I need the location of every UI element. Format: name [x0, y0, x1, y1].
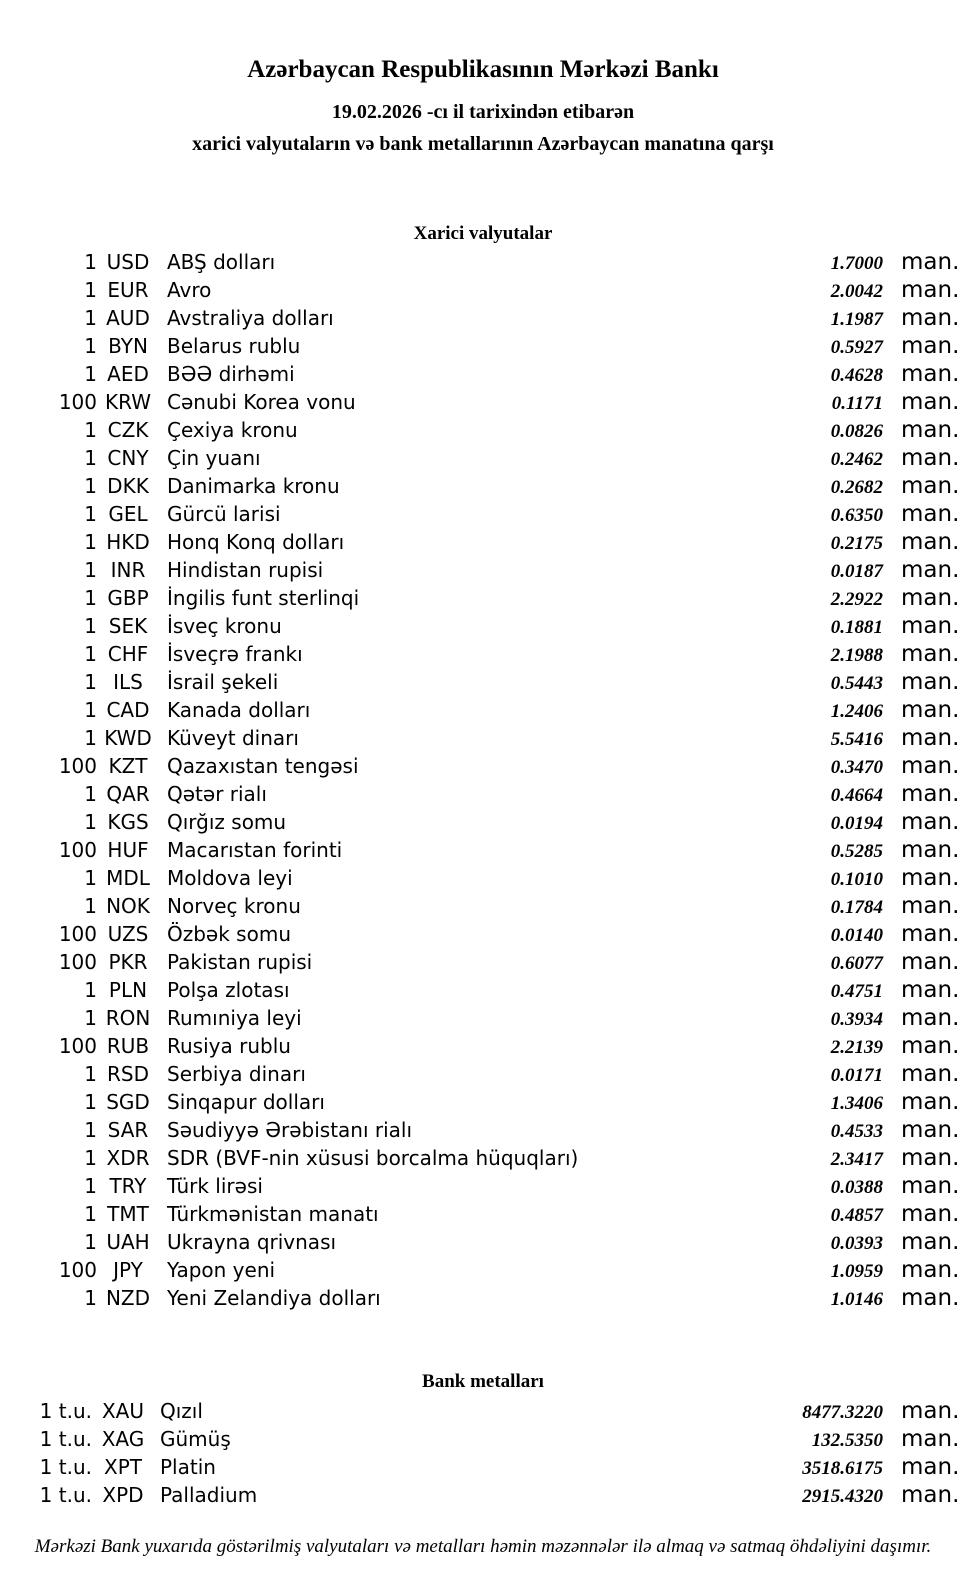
currency-row [0, 1173, 966, 1201]
currency-code: CAD [106, 698, 150, 722]
currency-name: Sinqapur dolları [167, 1090, 325, 1114]
currency-name: BƏƏ dirhəmi [167, 362, 295, 386]
currency-amount: 1 [84, 418, 97, 442]
currency-amount: 100 [58, 922, 97, 946]
currency-unit-label: man. [901, 1089, 960, 1115]
currency-unit-label: man. [901, 529, 960, 555]
currency-name: Rumıniya leyi [167, 1006, 302, 1030]
currency-amount: 1 [84, 1062, 97, 1086]
currency-unit-label: man. [901, 613, 960, 639]
currency-row [0, 641, 966, 669]
currency-amount: 100 [58, 838, 97, 862]
currency-rate: 0.6077 [830, 953, 883, 974]
currency-unit-label: man. [901, 669, 960, 695]
currency-rate: 0.3470 [830, 757, 883, 778]
currency-row [0, 585, 966, 613]
currency-row [0, 473, 966, 501]
metal-code: XAU [101, 1399, 145, 1423]
currency-unit-label: man. [901, 753, 960, 779]
currency-amount: 1 [84, 1202, 97, 1226]
currency-amount: 1 [84, 306, 97, 330]
currency-rate: 1.1987 [830, 309, 883, 330]
currency-amount: 1 [84, 1118, 97, 1142]
currency-unit-label: man. [901, 1173, 960, 1199]
metal-name: Qızıl [160, 1399, 203, 1423]
currency-row [0, 1257, 966, 1285]
currency-amount: 100 [58, 1034, 97, 1058]
currency-row [0, 361, 966, 389]
currency-code: UAH [106, 1230, 150, 1254]
currency-rate: 0.1010 [830, 869, 883, 890]
currency-name: Türk lirəsi [167, 1174, 263, 1198]
currency-unit-label: man. [901, 1033, 960, 1059]
currency-amount: 1 [84, 586, 97, 610]
currency-rate: 0.4533 [830, 1121, 883, 1142]
currency-rate: 5.5416 [830, 729, 883, 750]
currency-rate: 2.3417 [830, 1149, 883, 1170]
currency-rate: 0.4751 [830, 981, 883, 1002]
metal-unit-label: man. [901, 1454, 960, 1480]
currency-rate: 2.0042 [830, 281, 883, 302]
currency-name: Honq Konq dolları [167, 530, 345, 554]
currency-name: Türkmənistan manatı [167, 1202, 379, 1226]
currency-amount: 1 [84, 278, 97, 302]
currency-code: DKK [107, 474, 149, 498]
currency-name: Serbiya dinarı [167, 1062, 306, 1086]
currency-unit-label: man. [901, 725, 960, 751]
metal-row [0, 1454, 966, 1482]
currency-rate: 0.1881 [830, 617, 883, 638]
currency-code: PKR [108, 950, 148, 974]
currency-code: JPY [113, 1258, 143, 1282]
currency-rate: 1.3406 [830, 1093, 883, 1114]
currency-name: Belarus rublu [167, 334, 301, 358]
currency-code: EUR [107, 278, 149, 302]
currency-rate: 0.2682 [830, 477, 883, 498]
currency-unit-label: man. [901, 1285, 960, 1311]
currency-code: SEK [108, 614, 148, 638]
currency-code: XDR [106, 1146, 150, 1170]
currency-rate: 0.3934 [830, 1009, 883, 1030]
subject-line: xarici valyutaların və bank metallarının Azərbaycan manatına qarşı [192, 133, 774, 155]
currency-rate: 1.0959 [830, 1261, 883, 1282]
currency-rate: 0.0826 [830, 421, 883, 442]
currency-amount: 100 [58, 950, 97, 974]
currency-code: UZS [107, 922, 149, 946]
currency-rate: 1.7000 [830, 253, 883, 274]
currency-unit-label: man. [901, 809, 960, 835]
currency-code: KGS [107, 810, 149, 834]
metal-name: Gümüş [160, 1427, 231, 1451]
currency-unit-label: man. [901, 1229, 960, 1255]
currency-amount: 1 [84, 978, 97, 1002]
metal-amount: 1 t.u. [39, 1483, 92, 1507]
metal-name: Palladium [160, 1483, 258, 1507]
currency-rate: 0.0388 [830, 1177, 883, 1198]
currency-amount: 1 [84, 558, 97, 582]
currency-row [0, 837, 966, 865]
currency-code: ILS [113, 670, 143, 694]
currency-unit-label: man. [901, 445, 960, 471]
currency-row [0, 1033, 966, 1061]
disclaimer-note: Mərkəzi Bank yuxarıda göstərilmiş valyutaları və metalları həmin məzənnələr ilə almaq və satmaq öhdəliyini daşımır. [34, 1536, 932, 1557]
currency-amount: 100 [58, 390, 97, 414]
currency-name: SDR (BVF-nin xüsusi borcalma hüquqları) [167, 1146, 579, 1170]
currency-amount: 100 [58, 1258, 97, 1282]
currency-row [0, 753, 966, 781]
metal-row [0, 1482, 966, 1510]
currency-unit-label: man. [901, 473, 960, 499]
currency-rate: 0.4857 [830, 1205, 883, 1226]
currency-unit-label: man. [901, 921, 960, 947]
currency-code: RON [105, 1006, 151, 1030]
metal-code: XPT [104, 1455, 142, 1479]
currency-name: Özbək somu [167, 922, 291, 946]
currency-name: Macarıstan forinti [167, 838, 343, 862]
currency-code: USD [106, 250, 150, 274]
currency-unit-label: man. [901, 1145, 960, 1171]
currency-code: SGD [106, 1090, 150, 1114]
currency-row [0, 977, 966, 1005]
currency-name: İsrail şekeli [167, 670, 279, 694]
currency-name: Qətər rialı [167, 782, 267, 806]
currency-rate: 0.0140 [830, 925, 883, 946]
currency-code: NZD [105, 1286, 151, 1310]
currency-amount: 1 [84, 362, 97, 386]
currency-row [0, 417, 966, 445]
currency-row [0, 249, 966, 277]
metal-rate: 2915.4320 [802, 1486, 883, 1507]
currency-row [0, 389, 966, 417]
currency-row [0, 781, 966, 809]
currency-row [0, 893, 966, 921]
currency-rate: 1.0146 [830, 1289, 883, 1310]
currency-row [0, 613, 966, 641]
currency-unit-label: man. [901, 557, 960, 583]
currency-rate: 0.6350 [830, 505, 883, 526]
currency-row [0, 333, 966, 361]
currency-code: MDL [106, 866, 150, 890]
currency-amount: 1 [84, 866, 97, 890]
currency-row [0, 949, 966, 977]
metal-rate: 132.5350 [811, 1430, 883, 1451]
currency-name: Qırğız somu [167, 810, 287, 834]
currency-amount: 1 [84, 446, 97, 470]
currency-unit-label: man. [901, 389, 960, 415]
currency-unit-label: man. [901, 781, 960, 807]
currency-row [0, 809, 966, 837]
currency-code: NOK [106, 894, 150, 918]
page-title: Azərbaycan Respublikasının Mərkəzi Bankı [247, 56, 719, 83]
currency-row [0, 1089, 966, 1117]
currency-unit-label: man. [901, 949, 960, 975]
currency-code: HKD [106, 530, 150, 554]
metal-unit-label: man. [901, 1482, 960, 1508]
currency-amount: 1 [84, 1286, 97, 1310]
currency-unit-label: man. [901, 1061, 960, 1087]
metal-amount: 1 t.u. [39, 1455, 92, 1479]
currency-amount: 1 [84, 502, 97, 526]
currency-rate: 1.2406 [830, 701, 883, 722]
currency-amount: 1 [84, 894, 97, 918]
metal-code: XPD [102, 1483, 144, 1507]
currency-amount: 1 [84, 250, 97, 274]
metals-table [0, 1398, 966, 1510]
currency-amount: 1 [84, 1146, 97, 1170]
currency-code: RUB [106, 1034, 150, 1058]
currency-name: Yapon yeni [167, 1258, 276, 1282]
currency-unit-label: man. [901, 697, 960, 723]
currency-name: Rusiya rublu [167, 1034, 291, 1058]
currency-amount: 1 [84, 670, 97, 694]
currency-name: ABŞ dolları [167, 250, 276, 274]
metal-rate: 3518.6175 [802, 1458, 883, 1479]
currency-rate: 0.1171 [831, 393, 883, 414]
currency-code: BYN [108, 334, 148, 358]
currency-rate: 0.4628 [830, 365, 883, 386]
metal-amount: 1 t.u. [39, 1399, 92, 1423]
currency-amount: 1 [84, 1174, 97, 1198]
currency-row [0, 1229, 966, 1257]
currency-unit-label: man. [901, 1005, 960, 1031]
currencies-section-heading: Xarici valyutalar [413, 223, 553, 244]
currency-name: Avstraliya dolları [167, 306, 334, 330]
currency-code: AED [107, 362, 149, 386]
currency-rate: 0.5285 [830, 841, 883, 862]
currency-name: İsveçrə frankı [167, 642, 303, 666]
currency-name: Moldova leyi [167, 866, 293, 890]
currency-code: AUD [106, 306, 150, 330]
currency-rate: 0.2462 [830, 449, 883, 470]
currency-rate: 0.5443 [830, 673, 883, 694]
currency-rate: 0.0187 [830, 561, 883, 582]
currency-name: Norveç kronu [167, 894, 301, 918]
currency-amount: 1 [84, 782, 97, 806]
currency-code: CNY [107, 446, 149, 470]
currency-amount: 1 [84, 334, 97, 358]
currency-name: İsveç kronu [167, 614, 282, 638]
currency-unit-label: man. [901, 641, 960, 667]
currency-code: CZK [107, 418, 149, 442]
currency-amount: 1 [84, 726, 97, 750]
currency-code: PLN [108, 978, 148, 1002]
currency-amount: 1 [84, 614, 97, 638]
currency-row [0, 501, 966, 529]
currency-code: KZT [108, 754, 148, 778]
currency-amount: 1 [84, 698, 97, 722]
metals-section-heading: Bank metalları [422, 1371, 544, 1392]
currency-row [0, 725, 966, 753]
currency-amount: 1 [84, 642, 97, 666]
currency-name: Çin yuanı [167, 446, 261, 470]
currency-row [0, 697, 966, 725]
currency-row [0, 445, 966, 473]
currency-amount: 1 [84, 530, 97, 554]
currency-name: Yeni Zelandiya dolları [167, 1286, 381, 1310]
currency-code: TRY [109, 1174, 147, 1198]
currency-code: GEL [108, 502, 148, 526]
currency-rate: 0.0171 [830, 1065, 883, 1086]
currency-unit-label: man. [901, 277, 960, 303]
currency-code: HUF [107, 838, 149, 862]
currency-row [0, 1285, 966, 1313]
currency-name: İngilis funt sterlinqi [167, 586, 360, 610]
currency-unit-label: man. [901, 249, 960, 275]
currency-code: INR [110, 558, 146, 582]
currency-unit-label: man. [901, 417, 960, 443]
currency-code: QAR [106, 782, 150, 806]
currency-table [0, 249, 966, 1313]
currency-amount: 1 [84, 1006, 97, 1030]
currency-row [0, 1201, 966, 1229]
currency-rate: 0.0393 [830, 1233, 883, 1254]
currency-unit-label: man. [901, 1117, 960, 1143]
currency-unit-label: man. [901, 865, 960, 891]
currency-unit-label: man. [901, 977, 960, 1003]
metal-row [0, 1398, 966, 1426]
effective-date-line: 19.02.2026 -cı il tarixindən etibarən [331, 101, 635, 123]
currency-name: Səudiyyə Ərəbistanı rialı [167, 1118, 413, 1142]
currency-name: Kanada dolları [167, 698, 311, 722]
currency-row [0, 1005, 966, 1033]
currency-name: Ukrayna qrivnası [167, 1230, 337, 1254]
currency-rate: 0.0194 [830, 813, 883, 834]
currency-name: Çexiya kronu [167, 418, 298, 442]
currency-row [0, 669, 966, 697]
currency-rate: 0.1784 [830, 897, 883, 918]
currency-amount: 1 [84, 810, 97, 834]
currency-amount: 1 [84, 1230, 97, 1254]
currency-rate: 0.2175 [830, 533, 883, 554]
currency-name: Qazaxıstan tengəsi [167, 754, 359, 778]
currency-unit-label: man. [901, 333, 960, 359]
currency-amount: 1 [84, 474, 97, 498]
currency-amount: 100 [58, 754, 97, 778]
currency-unit-label: man. [901, 501, 960, 527]
currency-rate: 2.1988 [830, 645, 883, 666]
currency-rate: 0.4664 [830, 785, 883, 806]
currency-name: Danimarka kronu [167, 474, 340, 498]
currency-name: Avro [167, 278, 212, 302]
currency-code: KWD [104, 726, 152, 750]
metal-unit-label: man. [901, 1398, 960, 1424]
currency-row [0, 557, 966, 585]
metal-unit-label: man. [901, 1426, 960, 1452]
currency-row [0, 1117, 966, 1145]
currency-unit-label: man. [901, 837, 960, 863]
currency-name: Gürcü larisi [167, 502, 281, 526]
currency-row [0, 305, 966, 333]
currency-name: Küveyt dinarı [167, 726, 299, 750]
currency-rate: 2.2922 [830, 589, 883, 610]
currency-row [0, 865, 966, 893]
currency-name: Pakistan rupisi [167, 950, 313, 974]
currency-unit-label: man. [901, 1201, 960, 1227]
currency-code: KRW [105, 390, 151, 414]
currency-unit-label: man. [901, 893, 960, 919]
currency-unit-label: man. [901, 585, 960, 611]
metal-row [0, 1426, 966, 1454]
currency-unit-label: man. [901, 1257, 960, 1283]
currency-name: Hindistan rupisi [167, 558, 324, 582]
metal-code: XAG [101, 1427, 145, 1451]
metal-rate: 8477.3220 [802, 1402, 883, 1423]
currency-row [0, 1145, 966, 1173]
currency-code: CHF [107, 642, 149, 666]
currency-unit-label: man. [901, 361, 960, 387]
currency-code: RSD [107, 1062, 149, 1086]
currency-rate: 0.5927 [830, 337, 883, 358]
currency-code: GBP [107, 586, 149, 610]
currency-code: SAR [107, 1118, 149, 1142]
currency-row [0, 529, 966, 557]
metal-amount: 1 t.u. [39, 1427, 92, 1451]
metal-name: Platin [160, 1455, 216, 1479]
currency-unit-label: man. [901, 305, 960, 331]
currency-name: Cənubi Korea vonu [167, 390, 356, 414]
currency-code: TMT [107, 1202, 149, 1226]
currency-rate: 2.2139 [830, 1037, 883, 1058]
currency-row [0, 921, 966, 949]
currency-row [0, 1061, 966, 1089]
currency-amount: 1 [84, 1090, 97, 1114]
currency-row [0, 277, 966, 305]
currency-name: Polşa zlotası [167, 978, 290, 1002]
